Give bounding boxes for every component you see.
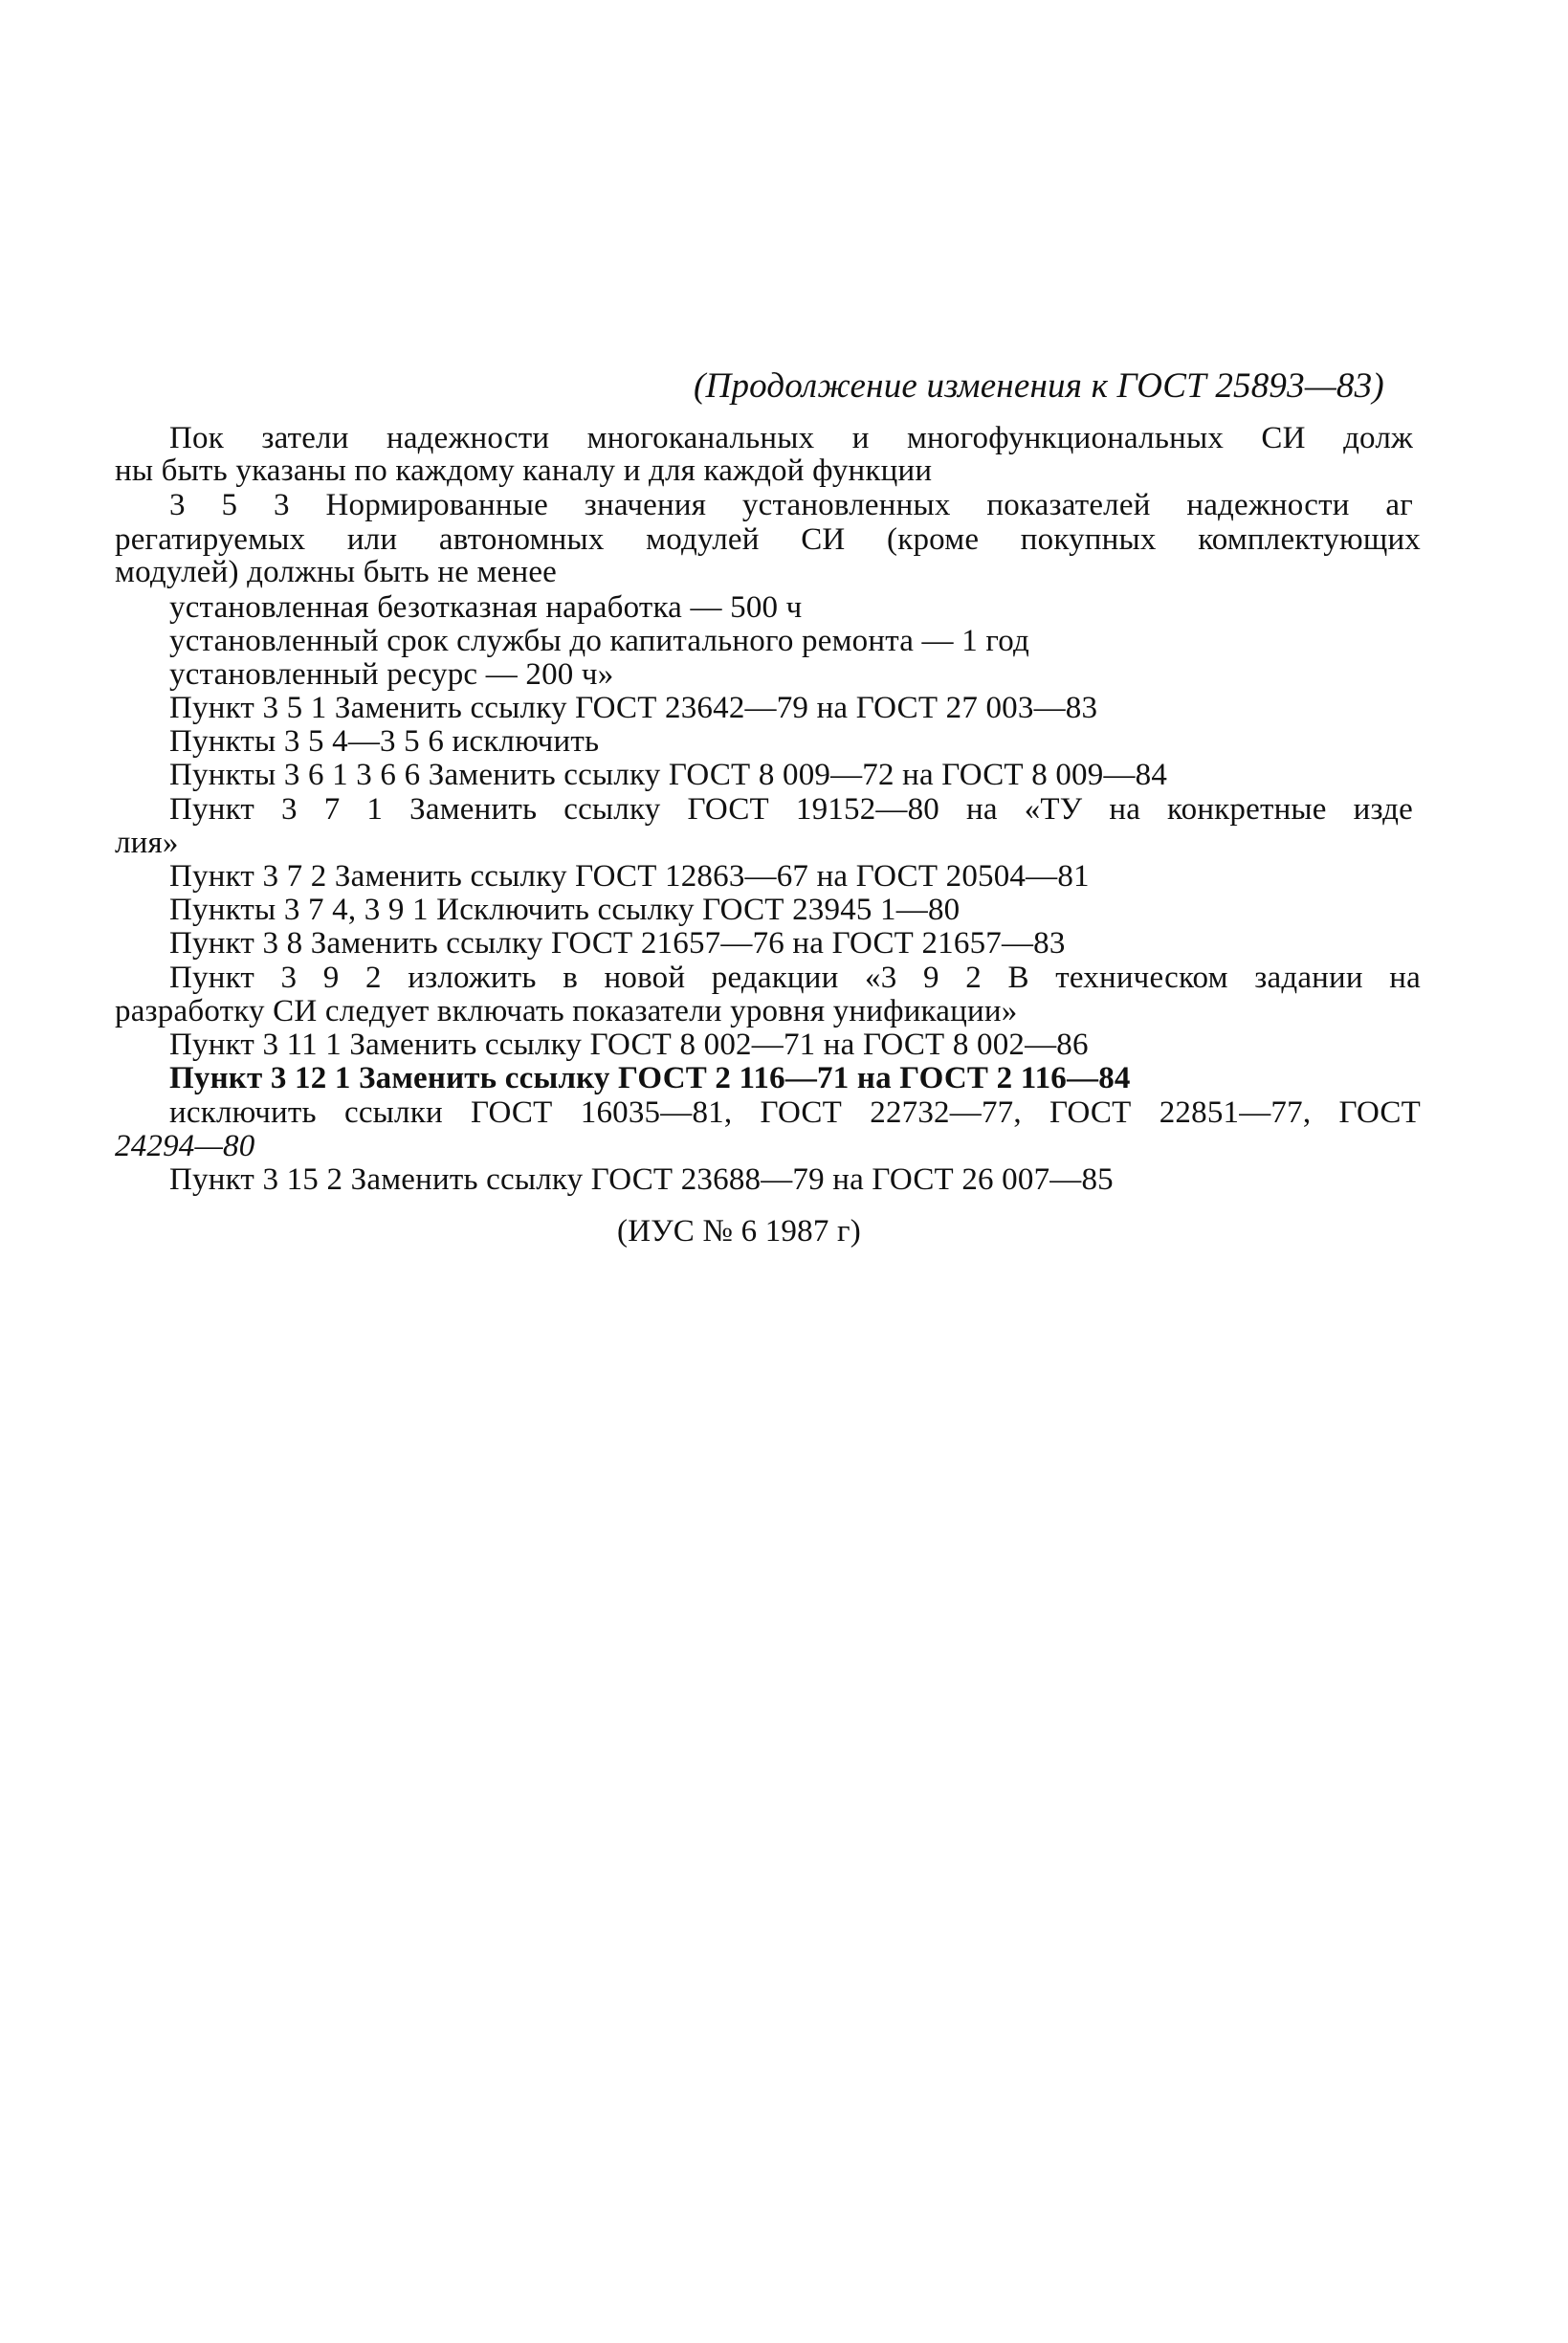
text-line: Пункты 3 5 4—3 5 6 исключить xyxy=(169,724,600,759)
text-line: Пункт 3 8 Заменить ссылку ГОСТ 21657—76 на ГОСТ 21657—83 xyxy=(169,926,1066,961)
text-line: установленный срок службы до капитального ремонта — 1 год xyxy=(169,624,1029,658)
text-line: лия» xyxy=(115,826,179,860)
text-line: установленная безотказная наработка — 500 ч xyxy=(169,590,803,625)
text-line: Пункт 3 5 1 Заменить ссылку ГОСТ 23642—79 на ГОСТ 27 003—83 xyxy=(169,691,1098,725)
text-line: 24294—80 xyxy=(115,1129,255,1163)
text-line: Пок затели надежности многоканальных и многофункциональных СИ долж xyxy=(169,421,1413,455)
text-line: установленный ресурс — 200 ч» xyxy=(169,657,614,692)
text-line: Пункты 3 6 1 3 6 6 Заменить ссылку ГОСТ 8 009—72 на ГОСТ 8 009—84 xyxy=(169,758,1168,792)
text-line: Пункт 3 7 1 Заменить ссылку ГОСТ 19152—80 на «ТУ на конкретные изде xyxy=(169,792,1413,827)
text-line: исключить ссылки ГОСТ 16035—81, ГОСТ 22732—77, ГОСТ 22851—77, ГОСТ xyxy=(169,1095,1421,1130)
text-line: ны быть указаны по каждому каналу и для каждой функции xyxy=(115,453,933,488)
text-line: регатируемых или автономных модулей СИ (кроме покупных комплектующих xyxy=(115,522,1421,557)
text-line: Пункт 3 7 2 Заменить ссылку ГОСТ 12863—67 на ГОСТ 20504—81 xyxy=(169,859,1090,894)
text-line: Пункт 3 15 2 Заменить ссылку ГОСТ 23688—79 на ГОСТ 26 007—85 xyxy=(169,1162,1114,1197)
text-line: Пункт 3 9 2 изложить в новой редакции «3 9 2 В техническом задании на xyxy=(169,961,1421,995)
text-line: Пункт 3 12 1 Заменить ссылку ГОСТ 2 116—71 на ГОСТ 2 116—84 xyxy=(169,1061,1131,1095)
source-reference: (ИУС № 6 1987 г) xyxy=(617,1214,861,1249)
text-line: Пункт 3 11 1 Заменить ссылку ГОСТ 8 002—71 на ГОСТ 8 002—86 xyxy=(169,1028,1089,1062)
text-line: модулей) должны быть не менее xyxy=(115,555,558,589)
text-line: 3 5 3 Нормированные значения установленных показателей надежности аг xyxy=(169,488,1413,522)
text-line: разработку СИ следует включать показатели уровня унификации» xyxy=(115,994,1018,1028)
page-header: (Продолжение изменения к ГОСТ 25893—83) xyxy=(694,366,1384,406)
text-line: Пункты 3 7 4, 3 9 1 Исключить ссылку ГОСТ 23945 1—80 xyxy=(169,893,961,927)
